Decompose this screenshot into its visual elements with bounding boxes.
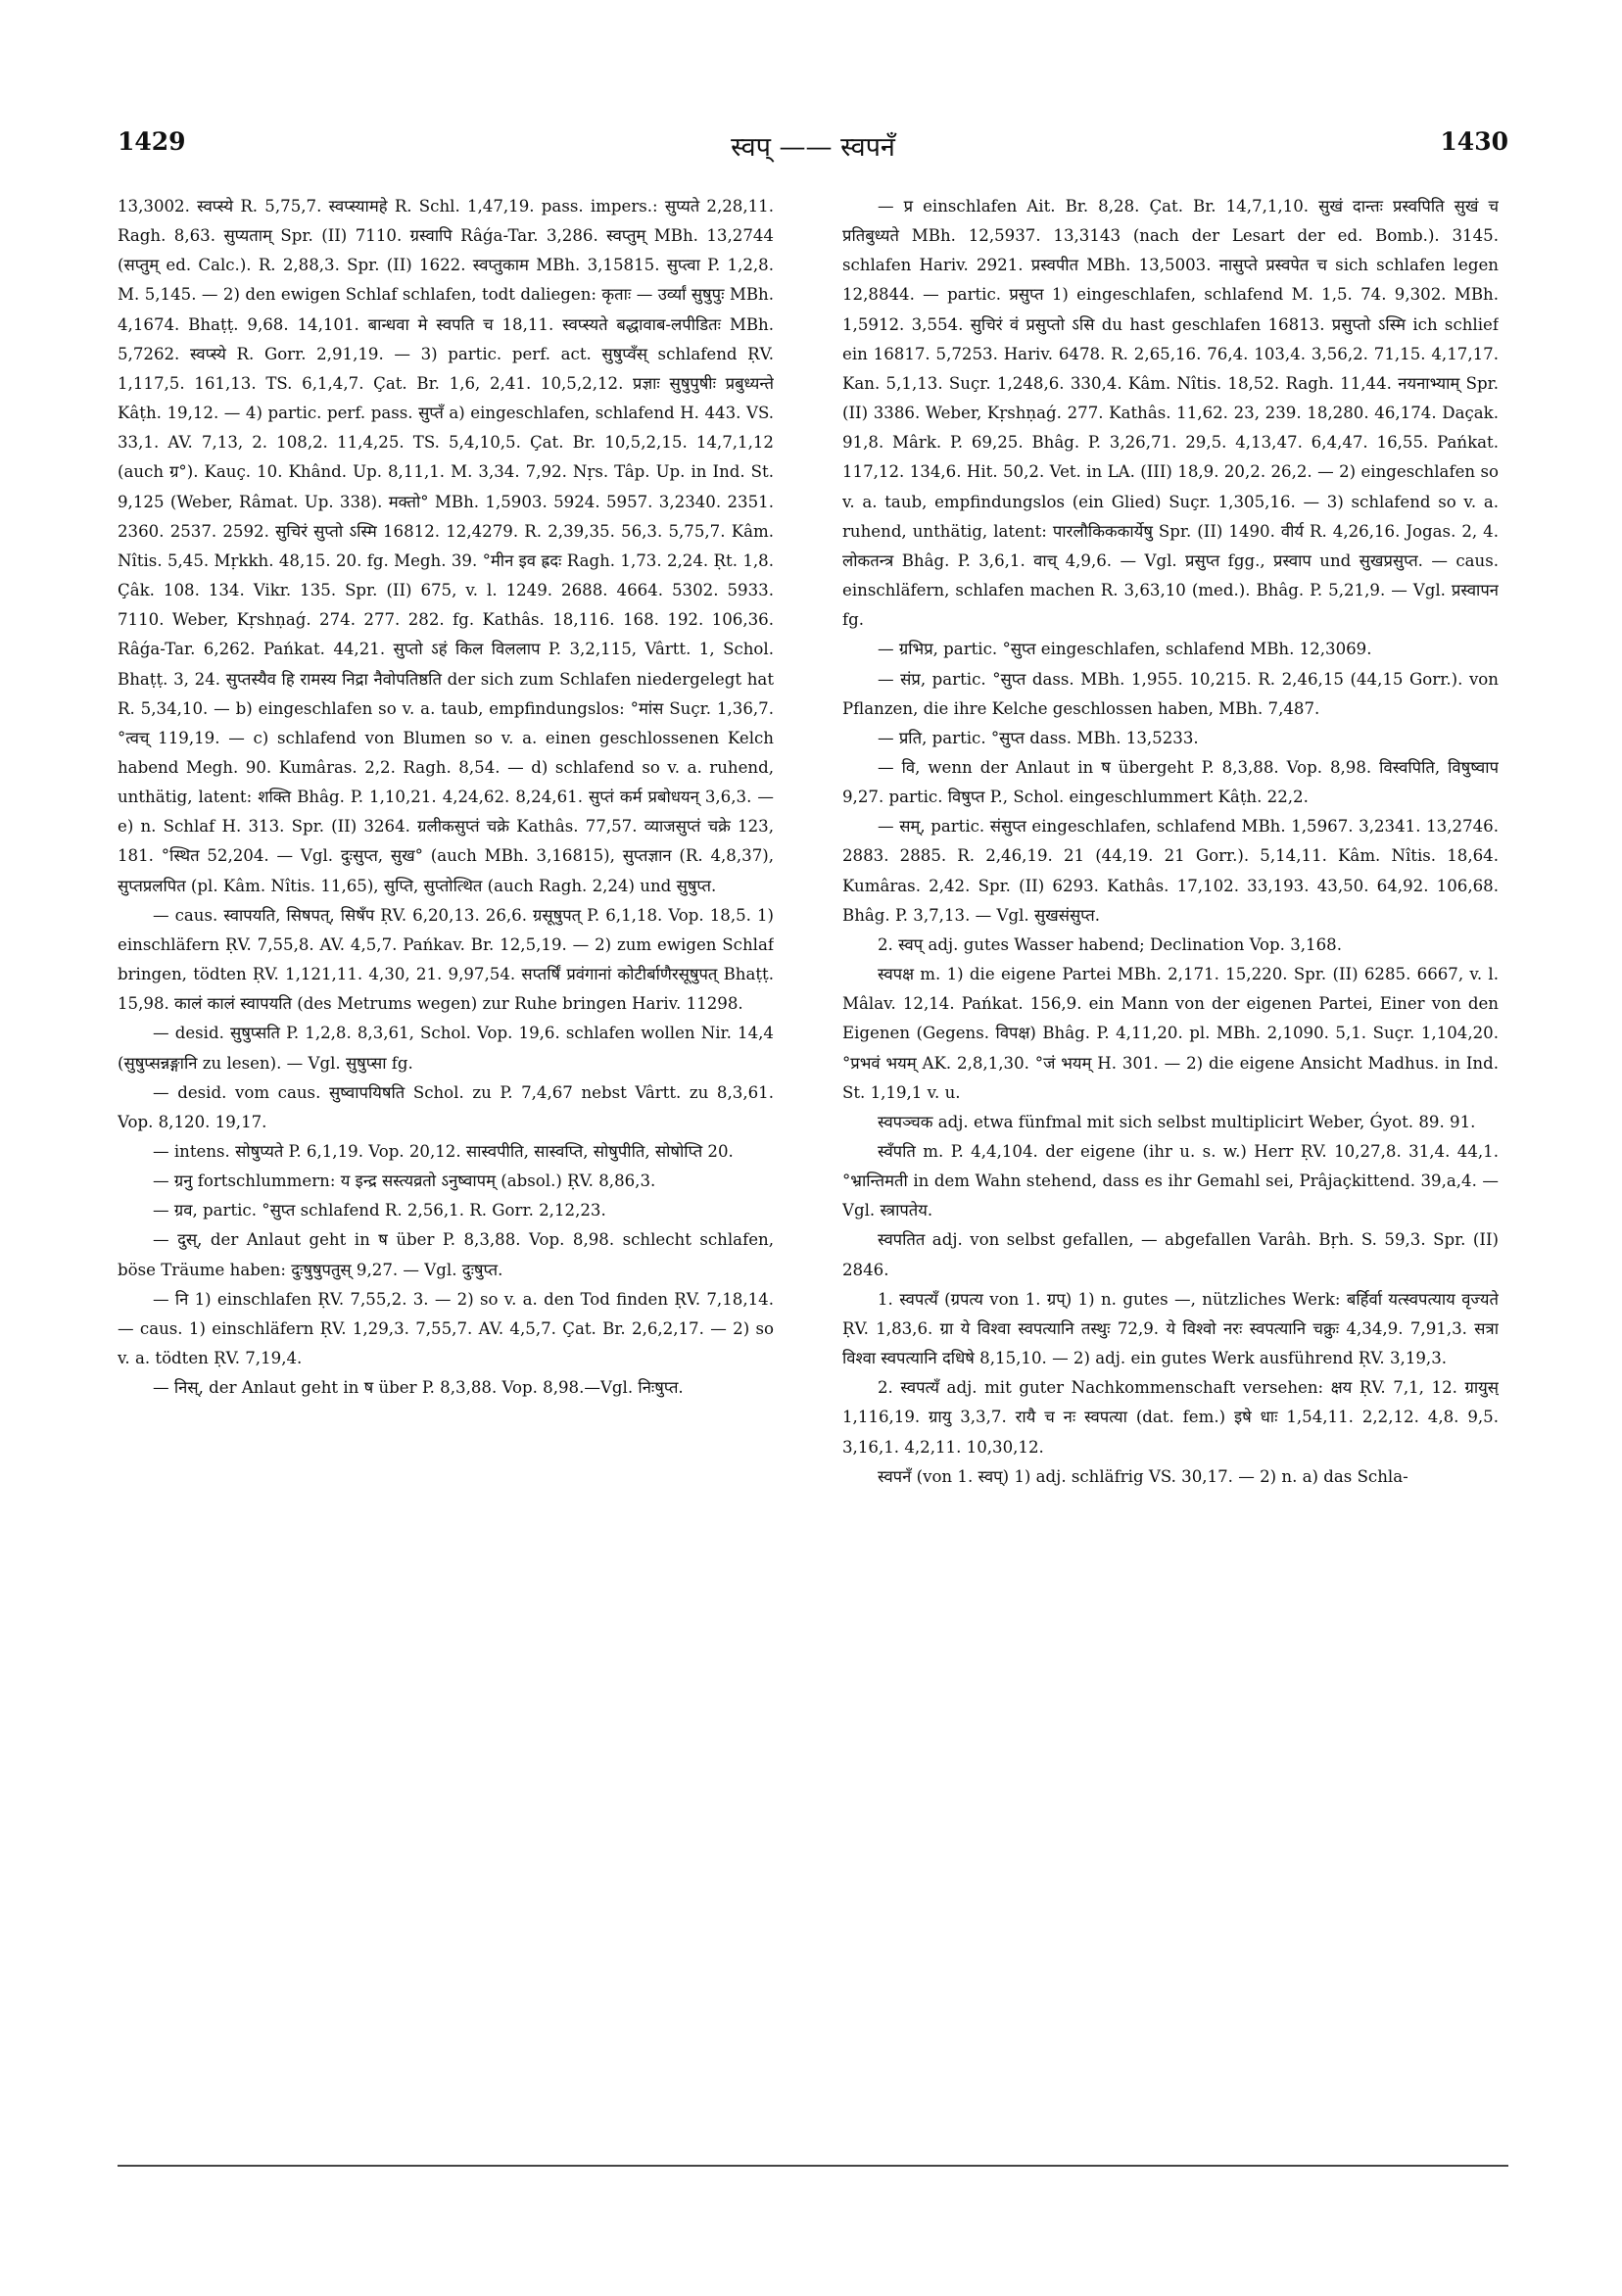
entry-paragraph: — सम्, partic. संसुप्त eingeschlafen, schlafend MBh. 1,5967. 3,2341. 13,2746. 2883. 2885. R. 2,46,19. 21 (44,19. 21 Gorr.). 5,14,11. Kâm. Nîtis. 18,64. Kumâras. 2,42. Spr. (II) 6293. Kathâs. 17,102. 33,193. 43,50. 64,92. 106,68. Bhâg. P. 3,7,13. — Vgl. सुखसंसुप्त. <box>842 817 1499 925</box>
entry-paragraph: — desid. vom caus. सुष्वापयिषति Schol. zu P. 7,4,67 nebst Vârtt. zu 8,3,61. Vop. 8,120. 19,17. <box>118 1082 774 1131</box>
entry-paragraph: — वि, wenn der Anlaut in ष übergeht P. 8,3,88. Vop. 8,98. विस्वपिति, विषुष्वाप 9,27. partic. विषुप्त P., Schol. eingeschlummert Kâṭh. 22,2. <box>842 757 1499 807</box>
entry-paragraph: स्वपञ्चक adj. etwa fünfmal mit sich selbst multiplicirt Weber, Ǵyot. 89. 91. <box>878 1112 1476 1131</box>
entry-paragraph: 2. स्वपत्यँ adj. mit guter Nachkommenschaft versehen: क्षय ṚV. 7,1, 12. ग्रायुस् 1,116,19. ग्रायु 3,3,7. रायै च नः स्वपत्या (dat. fem.) इषे धाः 1,54,11. 2,2,12. 4,8. 9,5. 3,16,1. 4,2,11. 10,30,12. <box>842 1378 1499 1457</box>
entry-paragraph: — caus. स्वापयति, सिषपत्, सिषँप ṚV. 6,20,13. 26,6. ग्रसूषुपत् P. 6,1,18. Vop. 18,5. 1) einschläfern ṚV. 7,55,8. AV. 4,5,7. Pańkav. Br. 12,5,19. — 2) zum ewigen Schlaf bringen, tödten ṚV. 1,121,11. 4,30, 21. 9,97,54. सप्तर्षिं प्रवंगानां कोटीर्बाणैरसूषुपत् Bhaṭṭ. 15,98. कालं कालं स्वापयति (des Metrums wegen) zur Ruhe bringen Hariv. 11298. <box>118 905 774 1014</box>
right-column <box>842 192 1499 2102</box>
page-header <box>118 127 1508 167</box>
left-column <box>118 192 774 2102</box>
entry-paragraph: स्वपतित adj. von selbst gefallen, — abgefallen Varâh. Bṛh. S. 59,3. Spr. (II) 2846. <box>842 1230 1499 1279</box>
entry-paragraph: — दुस्, der Anlaut geht in ष über P. 8,3,88. Vop. 8,98. schlecht schlafen, böse Träume haben: दुःषुषुपतुस् 9,27. — Vgl. दुःषुप्त. <box>118 1230 774 1279</box>
entry-paragraph: — intens. सोषुप्यते P. 6,1,19. Vop. 20,12. सास्वपीति, सास्वप्ति, सोषुपीति, सोषोप्ति 20. <box>153 1142 734 1161</box>
entry-paragraph: — ग्रव, partic. °सुप्त schlafend R. 2,56,1. R. Gorr. 2,12,23. <box>153 1201 606 1220</box>
entry-paragraph: स्वपक्ष m. 1) die eigene Partei MBh. 2,171. 15,220. Spr. (II) 6285. 6667, v. l. Mâlav. 12,14. Pańkat. 156,9. ein Mann von der eigenen Partei, Einer von den Eigenen (Gegens. विपक्ष) Bhâg. P. 4,11,20. pl. MBh. 2,1090. 5,1. Suçr. 1,104,20. °प्रभवं भयम् AK. 2,8,1,30. °जं भयम् H. 301. — 2) die eigene Ansicht Madhus. in Ind. St. 1,19,1 v. u. <box>842 965 1499 1102</box>
entry-paragraph: 13,3002. स्वप्स्ये R. 5,75,7. स्वप्स्यामहे R. Schl. 1,47,19. pass. impers.: सुप्यते 2,28,11. Ragh. 8,63. सुप्यताम् Spr. (II) 7110. ग्रस्वापि Râǵa-Tar. 3,286. स्वप्तुम् MBh. 13,2744 (सप्तुम् ed. Calc.). R. 2,88,3. Spr. (II) 1622. स्वप्तुकाम MBh. 3,15815. सुप्त्वा P. 1,2,8. M. 5,145. — 2) den ewigen Schlaf schlafen, todt daliegen: कृताः — उर्व्यां सुषुपुः MBh. 4,1674. Bhaṭṭ. 9,68. 14,101. बान्धवा मे स्वपति च 18,11. स्वप्स्यते बद्धावाब-लपीडितः MBh. 5,7262. स्वप्स्ये R. Gorr. 2,91,19. — 3) partic. perf. act. सुषुप्वँस् schlafend ṚV. 1,117,5. 161,13. TS. 6,1,4,7. Çat. Br. 1,6, 2,41. 10,5,2,12. प्रज्ञाः सुषुपुषीः प्रबुध्यन्ते Kâṭh. 19,12. — 4) partic. perf. pass. सुप्तँ a) eingeschlafen, schlafend H. 443. VS. 33,1. AV. 7,13, 2. 108,2. 11,4,25. TS. 5,4,10,5. Çat. Br. 10,5,2,15. 14,7,1,12 (auch ग्र°). Kauç. 10. Khând. Up. 8,11,1. M. 3,34. 7,92. Nṛs. Tâp. Up. in Ind. St. 9,125 (Weber, Râmat. Up. 338). मक्तो° MBh. 1,5903. 5924. 5957. 3,2340. 2351. 2360. 2537. 2592. सुचिरं सुप्तो ऽस्मि 16812. 12,4279. R. 2,39,35. 56,3. 5,75,7. Kâm. Nîtis. 5,45. Mṛkkh. 48,15. 20. fg. Megh. 39. °मीन इव ह्रदः Ragh. 1,73. 2,24. Ṛt. 1,8. Çâk. 108. 134. Vikr. 135. Spr. (II) 675, v. l. 1249. 2688. 4664. 5302. 5933. 7110. Weber, Kṛshṇaǵ. 274. 277. 282. fg. Kathâs. 18,116. 168. 192. 106,36. Râǵa-Tar. 6,262. Pańkat. 44,21. सुप्तो ऽहं किल विललाप P. 3,2,115, Vârtt. 1, Schol. Bhaṭṭ. 3, 24. सुप्तस्यैव हि रामस्य निद्रा नैवोपतिष्ठति der sich zum Schlafen niedergelegt hat R. 5,34,10. — b) eingeschlafen so v. a. taub, empfindungslos: °मांस Suçr. 1,36,7. °त्वच् 119,19. — c) schlafend von Blumen so v. a. einen geschlossenen Kelch habend Megh. 90. Kumâras. 2,2. Ragh. 8,54. — d) schlafend so v. a. ruhend, unthätig, latent: शक्ति Bhâg. P. 1,10,21. 4,24,62. 8,24,61. सुप्तं कर्म प्रबोधयन् 3,6,3. — e) n. Schlaf H. 313. Spr. (II) 3264. ग्रलीकसुप्तं चक्रे Kathâs. 77,57. व्याजसुप्तं चक्रे 123, 181. °स्थित 52,204. — Vgl. दुःसुप्त, सुख° (auch MBh. 3,16815), सुप्तज्ञान (R. 4,8,37), सुप्तप्रलपित (pl. Kâm. Nîtis. 11,65), सुप्ति, सुप्तोत्थित (auch Ragh. 2,24) und सुषुप्त. <box>118 197 774 895</box>
entry-paragraph: स्वपनँ (von 1. स्वप्) 1) adj. schläfrig VS. 30,17. — 2) n. a) das Schla- <box>878 1466 1408 1486</box>
entry-paragraph: — प्रति, partic. °सुप्त dass. MBh. 13,5233. <box>878 728 1199 747</box>
entry-paragraph: — ग्रभिप्र, partic. °सुप्त eingeschlafen, schlafend MBh. 12,3069. <box>878 640 1372 659</box>
entry-paragraph: — नि 1) einschlafen ṚV. 7,55,2. 3. — 2) so v. a. den Tod finden ṚV. 7,18,14. — caus. 1) einschläfern ṚV. 1,29,3. 7,55,7. AV. 4,5,7. Çat. Br. 2,6,2,17. — 2) so v. a. tödten ṚV. 7,19,4. <box>118 1289 774 1368</box>
entry-paragraph: — संप्र, partic. °सुप्त dass. MBh. 1,955. 10,215. R. 2,46,15 (44,15 Gorr.). von Pflanzen, die ihre Kelche geschlossen haben, MBh. 7,487. <box>842 669 1499 718</box>
bottom-rule <box>118 2165 1508 2167</box>
right-page-number: 1430 <box>1440 127 1508 156</box>
entry-paragraph: 2. स्वप् adj. gutes Wasser habend; Declination Vop. 3,168. <box>878 934 1342 954</box>
entry-paragraph: — desid. सुषुप्सति P. 1,2,8. 8,3,61, Schol. Vop. 19,6. schlafen wollen Nir. 14,4 (सुषुप्सन्नङ्गानि zu lesen). — Vgl. सुषुप्सा fg. <box>118 1024 774 1073</box>
entry-paragraph: — निस्, der Anlaut geht in ष über P. 8,3,88. Vop. 8,98.—Vgl. निःषुप्त. <box>153 1378 684 1398</box>
entry-paragraph: — प्र einschlafen Ait. Br. 8,28. Çat. Br. 14,7,1,10. सुखं दान्तः प्रस्वपिति सुखं च प्रतिबुध्यते MBh. 12,5937. 13,3143 (nach der Lesart der ed. Bomb.). 3145. schlafen Hariv. 2921. प्रस्वपीत MBh. 13,5003. नासुप्ते प्रस्वपेत च sich schlafen legen 12,8844. — partic. प्रसुप्त 1) eingeschlafen, schlafend M. 1,5. 74. 9,302. MBh. 1,5912. 3,554. सुचिरं वं प्रसुप्तो ऽसि du hast geschlafen 16813. प्रसुप्तो ऽस्मि ich schlief ein 16817. 5,7253. Hariv. 6478. R. 2,65,16. 76,4. 103,4. 3,56,2. 71,15. 4,17,17. Kan. 5,1,13. Suçr. 1,248,6. 330,4. Kâm. Nîtis. 18,52. Ragh. 11,44. नयनाभ्याम् Spr. (II) 3386. Weber, Kṛshṇaǵ. 277. Kathâs. 11,62. 23, 239. 18,280. 46,174. Daçak. 91,8. Mârk. P. 69,25. Bhâg. P. 3,26,71. 29,5. 4,13,47. 6,4,47. 16,55. Pańkat. 117,12. 134,6. Hit. 50,2. Vet. in LA. (III) 18,9. 20,2. 26,2. — 2) eingeschlafen so v. a. taub, empfindungslos (ein Glied) Suçr. 1,305,16. — 3) schlafend so v. a. ruhend, unthätig, latent: पारलौकिककार्येषु Spr. (II) 1490. वीर्य R. 4,26,16. Jogas. 2, 4. लोकतन्त्र Bhâg. P. 3,6,1. वाच् 4,9,6. — Vgl. प्रसुप्त fgg., प्रस्वाप und सुखप्रसुप्त. — caus. einschläfern, schlafen machen R. 3,63,10 (med.). Bhâg. P. 5,21,9. — Vgl. प्रस्वापन fg. <box>842 197 1499 630</box>
entry-paragraph: — ग्रनु fortschlummern: य इन्द्र सस्त्यव्रतो ऽनुष्वापम् (absol.) ṚV. 8,86,3. <box>153 1172 656 1191</box>
entry-paragraph: स्वँपति m. P. 4,4,104. der eigene (ihr u. s. w.) Herr ṚV. 10,27,8. 31,4. 44,1. °भ्रान्तिमती in dem Wahn stehend, dass es ihr Gemahl sei, Prâjaçkittend. 39,a,4. — Vgl. स्त्रापतेय. <box>842 1142 1499 1220</box>
left-page-number: 1429 <box>118 127 186 156</box>
entry-paragraph: 1. स्वपत्यँ (ग्रपत्य von 1. ग्रप्) 1) n. gutes —, nützliches Werk: बर्हिर्वा यत्स्वपत्याय वृज्यते ṚV. 1,83,6. ग्रा ये विश्वा स्वपत्यानि तस्थुः 72,9. ये विश्वो नरः स्वपत्यानि चक्रुः 4,34,9. 7,91,3. सत्रा विश्वा स्वपत्यानि दधिषे 8,15,10. — 2) adj. ein gutes Werk ausführend ṚV. 3,19,3. <box>842 1289 1499 1368</box>
running-head: स्वप् —— स्वपनँ <box>731 132 895 163</box>
